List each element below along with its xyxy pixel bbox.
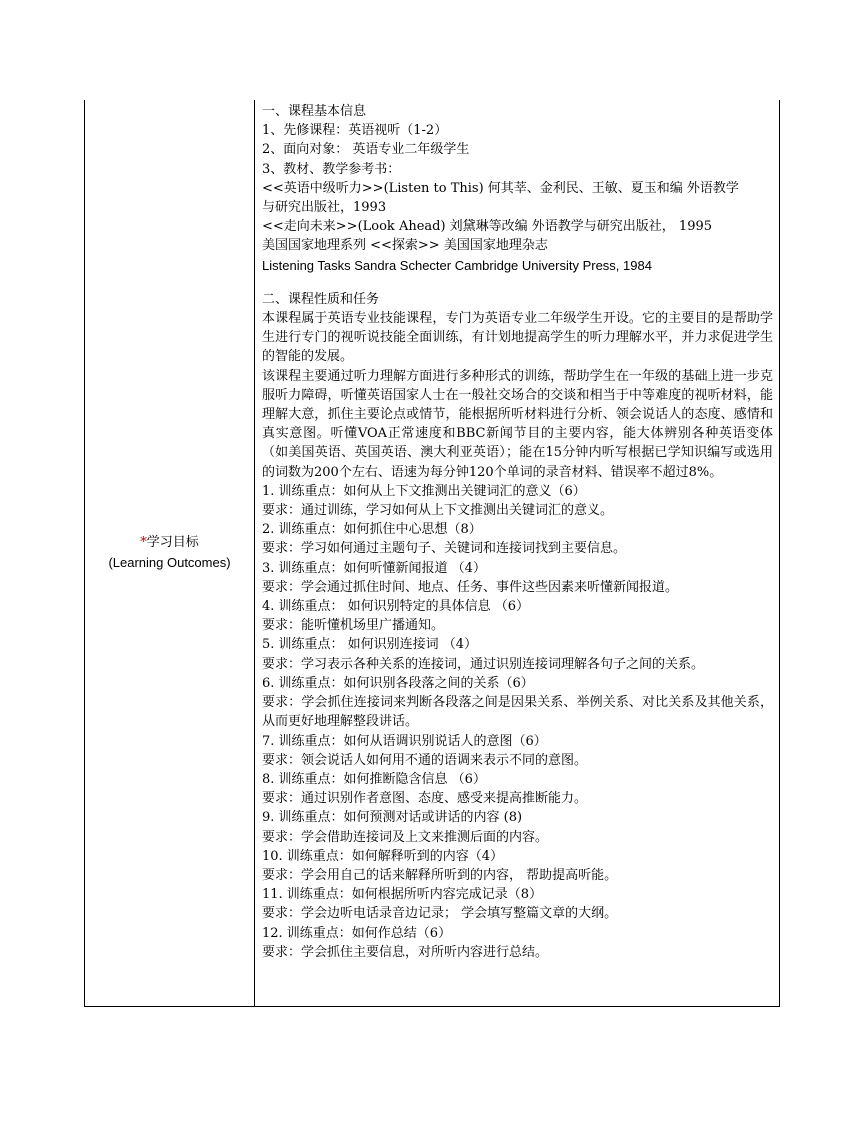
- reference-2: <<走向未来>>(Look Ahead) 刘黛琳等改编 外语教学与研究出版社， 1995: [262, 219, 713, 235]
- row-label-cn-text: 学习目标: [146, 535, 199, 550]
- materials-title: 3、教材、教学参考书：: [262, 161, 401, 177]
- required-star: *: [140, 535, 147, 550]
- training-items-list: [262, 482, 773, 962]
- learning-outcomes-table: [84, 100, 780, 1007]
- reference-4: Listening Tasks Sandra Schecter Cambridge University Press, 1984: [262, 257, 652, 273]
- section-spacer: [262, 275, 773, 290]
- training-focus-2: 2. 训练重点：如何抓住中心思想（8）: [262, 522, 482, 538]
- training-requirement-2: 要求：学习如何通过主题句子、关键词和连接词找到主要信息。: [262, 541, 627, 557]
- training-focus-9: 9. 训练重点：如何预测对话或讲话的内容 (8): [262, 810, 523, 826]
- row-label-en: (Learning Outcomes): [108, 555, 231, 570]
- course-task-paragraph: 该课程主要通过听力理解方面进行多种形式的训练，帮助学生在一年级的基础上进一步克服听力障碍，听懂英语国家人士在一般社交场合的交谈和相当于中等难度的视听材料，能理解大意，抓住主要论点或情节，能根据所听材料进行分析、领会说话人的态度、感情和真实意图。听懂VOA正常速度和BBC新闻节目的主要内容，能大体辨别各种英语变体（如美国英语、英国英语、澳大利亚英语）；能在15分钟内听写根据已学知识编写或选用的词数为200个左右、语速为每分钟120个单词的录音材料、错误率不超过8%。: [262, 368, 773, 480]
- section2-title: 二、课程性质和任务: [262, 291, 380, 307]
- training-focus-12: 12. 训练重点：如何作总结（6）: [262, 925, 452, 941]
- training-requirement-5: 要求：学习表示各种关系的连接词，通过识别连接词理解各句子之间的关系。: [262, 656, 705, 672]
- training-requirement-3: 要求：学会通过抓住时间、地点、任务、事件这些因素来听懂新闻报道。: [262, 579, 679, 595]
- training-requirement-12: 要求：学会抓住主要信息，对所听内容进行总结。: [262, 944, 549, 960]
- training-requirement-4: 要求：能听懂机场里广播通知。: [262, 618, 445, 634]
- training-requirement-1: 要求：通过训练，学习如何从上下文推测出关键词汇的意义。: [262, 503, 614, 519]
- reference-1-line-a: <<英语中级听力>>(Listen to This) 何其莘、金利民、王敏、夏玉和编 外语教学: [262, 180, 739, 196]
- training-requirement-6: 要求：学会抓住连接词来判断各段落之间是因果关系、举例关系、对比关系及其他关系，从而更好地理解整段讲话。: [262, 695, 773, 730]
- section1-title: 一、课程基本信息: [262, 104, 367, 119]
- training-focus-1: 1. 训练重点：如何从上下文推测出关键词汇的意义（6）: [262, 483, 586, 499]
- training-requirement-11: 要求：学会边听电话录音边记录； 学会填写整篇文章的大纲。: [262, 906, 618, 922]
- training-requirement-10: 要求：学会用自己的话来解释所听到的内容， 帮助提高听能。: [262, 867, 618, 883]
- training-focus-6: 6. 训练重点：如何识别各段落之间的关系（6）: [262, 675, 534, 691]
- training-focus-10: 10. 训练重点：如何解释听到的内容（4）: [262, 848, 504, 864]
- audience-line: 2、面向对象： 英语专业二年级学生: [262, 142, 470, 158]
- training-requirement-8: 要求：通过识别作者意图、态度、感受来提高推断能力。: [262, 791, 588, 807]
- training-requirement-9: 要求：学会借助连接词及上文来推测后面的内容。: [262, 829, 549, 845]
- training-focus-7: 7. 训练重点：如何从语调识别说话人的意图（6）: [262, 733, 547, 749]
- reference-1-line-b: 与研究出版社，1993: [262, 200, 387, 216]
- row-label-cell: [85, 100, 255, 1006]
- row-content-cell: [255, 100, 779, 1006]
- reference-3: 美国国家地理系列 <<探索>> 美国国家地理杂志: [262, 238, 548, 254]
- training-focus-11: 11. 训练重点：如何根据所听内容完成记录（8）: [262, 887, 543, 903]
- training-focus-8: 8. 训练重点：如何推断隐含信息 （6）: [262, 771, 486, 787]
- row-label-cn: [140, 533, 199, 553]
- prerequisite-line: 1、先修课程：英语视听（1-2）: [262, 123, 448, 139]
- training-focus-3: 3. 训练重点：如何听懂新闻报道 （4）: [262, 560, 486, 576]
- training-focus-5: 5. 训练重点： 如何识别连接词 （4）: [262, 637, 478, 653]
- course-nature-paragraph: 本课程属于英语专业技能课程，专门为英语专业二年级学生开设。它的主要目的是帮助学生进行专门的视听说技能全面训练，有计划地提高学生的听力理解水平，并力求促进学生的智能的发展。: [262, 311, 773, 365]
- training-requirement-7: 要求：领会说话人如何用不通的语调来表示不同的意图。: [262, 752, 588, 768]
- training-focus-4: 4. 训练重点： 如何识别特定的具体信息 （6）: [262, 599, 530, 615]
